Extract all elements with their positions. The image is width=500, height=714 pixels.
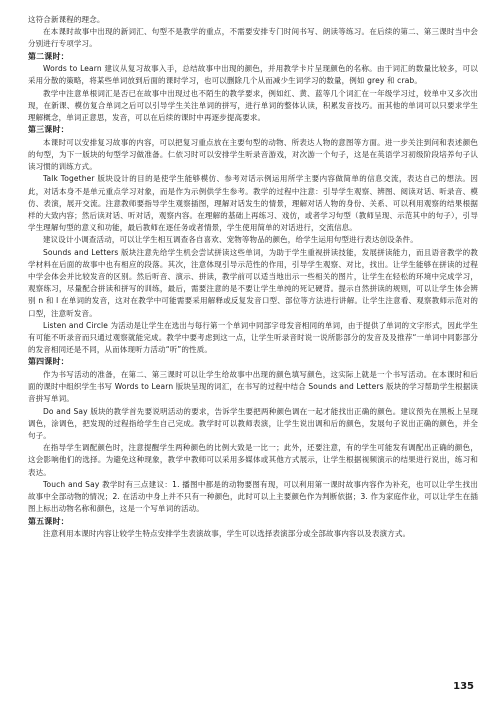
- paragraph: Sounds and Letters 版块注意先给学生机会尝试拼读这些单词，为助于学生重视拼读技能，发展拼读能力，而且语音教学的教学材料在后面的故事中也有相应的段落。其次，注意体现引导示范性的作用，引导学生观察、对比，找出。让学生能够在拼读的过程中学会体会并比较发音的区别。然后听音、演示、拼读，教学前可以适当地出示一些相关的图片，让学生在轻松的环境中完成学习，观察练习，尽量配合拼读和拼写的训练，最后，需要注意的是不要让学生单纯的死记硬背。提示自然拼读的规则，可以让学生体会辨别 n 和 l 在单词的发音，这对在教学中可能需要采用解释或反复发音口型、部位等方法进行讲解。让学生注意看、观察教师示范对的口型，注意听发音。: [28, 247, 478, 318]
- paragraph: Talk Together 版块设计的目的是使学生能够模仿、参考对话示例运用所学主要内容做简单的信息交流，表达自己的想法。因此，对话本身不是单元重点学习对象，而是作为示例供学生参考。教学的过程中注意：引导学生观察、辨图、阅读对话、听录音、模仿、表演，展开交流。注意教师要指导学生观察插图，理解对话发生的情景，理解对话人物的身份、关系、可以利用观察的结果根据样的大致内容；然后读对话、听对话，观察内容。在理解的基础上再练习、戏仿，或者学习句型（教师呈现、示范其中的句子），引导学生理解句型的意义和功能，最后教师在逐任务或者情景，学生使用简单的对话进行，交流信息。: [28, 174, 478, 233]
- paragraph: 注意利用本课时内容让较学生特点安排学生表演故事，学生可以选择表演部分或全部故事内容以及表演方式。: [43, 529, 411, 539]
- section-heading: 第五课时：: [28, 516, 69, 526]
- paragraph: 本课时可以安排复习故事的内容，可以把复习重点放在主要句型的动物、所表达人物的意图等方面。进一步关注到问和表述颜色的句型，为下一版块的句型学习做准备。仁依习时可以安排学生听录音游戏，对次游一个句子，这是在英语学习初级阶段培养句子认读习惯的训练方式。: [28, 137, 478, 172]
- section-heading: 第三课时：: [28, 125, 69, 135]
- page-number: 135: [453, 681, 474, 692]
- section-heading: 第二课时：: [28, 51, 69, 61]
- paragraph: Listen and Circle 为活动是让学生在选出与每行第一个单词中同部字母发音相同的单词，由于提供了单词的文字形式，因此学生有可能不听录音而只通过观察就能完成。教学中要考虑到这一点，让学生听录音时说一说所影部分的发音及及推荐“一单词中同影部分的发音相同还是不同，从而体现听力活动“听”的性质。: [28, 320, 478, 355]
- paragraph: Words to Learn 建议从复习故事入手，总结故事中出现的颜色，并用教学卡片呈现颜色的名称。由于词汇的数量比较多，可以采用分散的策略，将某些单词放到后面的课时学习，也可以删除几个从而减少生词学习的数量，例如 grey 和 crab。: [28, 64, 478, 86]
- paragraph: Touch and Say 教学时有三点建议：1. 播图中都是的动物要图有现，可以利用第一课时故事内容作为补充，也可以让学生找出故事中全部动物的情况；2. 在活动中身上并不只有一种颜色，此时可以上主要颜色作为判断依据；3. 作为家庭作业，可以让学生在插图上标出动物名称和颜色，这是一个写单词的活动。: [28, 479, 478, 514]
- paragraph: 作为书写活动的准备，在第二、第三课时可以让学生给故事中出现的颜色填写颜色，这实际上就是一个书写活动。在本课时和后面的课时中组织学生书写 Words to Learn 版块呈现的词汇，在书写的过程中结合 Sounds and Letters 版块的学习帮助学生根据读音拼写单词。: [28, 370, 478, 404]
- paragraph: 这符合新课程的理念。: [28, 15, 105, 24]
- paragraph: 在指导学生调配颜色时，注意提醒学生两种颜色的比例大致是一比一；此外，还要注意，有的学生可能发有调配出正确的颜色，这会影响他们的选择。为避免这种现象，教学中教师可以采用多媒体或其他方式展示，让学生根据视频演示的结果进行说出，练习和表达。: [28, 443, 478, 477]
- paragraph: 教学中注意单根词汇是否已在故事中出现过也不陌生的教学要求，例如红、黄、蓝等几个词汇在一年级学习过，较单中又多次出现，在新课、模仿复合单词之后可以引导学生关注单词的拼写，进行单词的整体认读，积累发音技巧。而其他的单词可以只要求学生理解概念，单词正意思，发音，可以在后续的课时中再逐步提高要求。: [28, 88, 478, 123]
- section-heading: 第四课时：: [28, 357, 69, 367]
- paragraph: 建议设计小调查活动，可以让学生相互调查各自喜欢、宠物等物品的颜色，给学生运用句型进行表达创设条件。: [43, 235, 418, 245]
- document-body: [28, 14, 478, 540]
- paragraph: 在本课时故事中出现的新词汇、句型不是教学的重点，不需要安排专门时间书写、朗读等练习。在后续的第二、第三课时当中会分别进行专项学习。: [28, 27, 478, 49]
- paragraph: Do and Say 版块的教学首先要说明活动的要求，告诉学生要把两种颜色调在一起才能找出正确的颜色。建议预先在黑板上呈现调色，涂调色，把发现的过程指给学生自己完成。教学时可以教师表演，让学生说出调和后的颜色，发展句子说出正确的颜色，并全句子。: [28, 406, 478, 441]
